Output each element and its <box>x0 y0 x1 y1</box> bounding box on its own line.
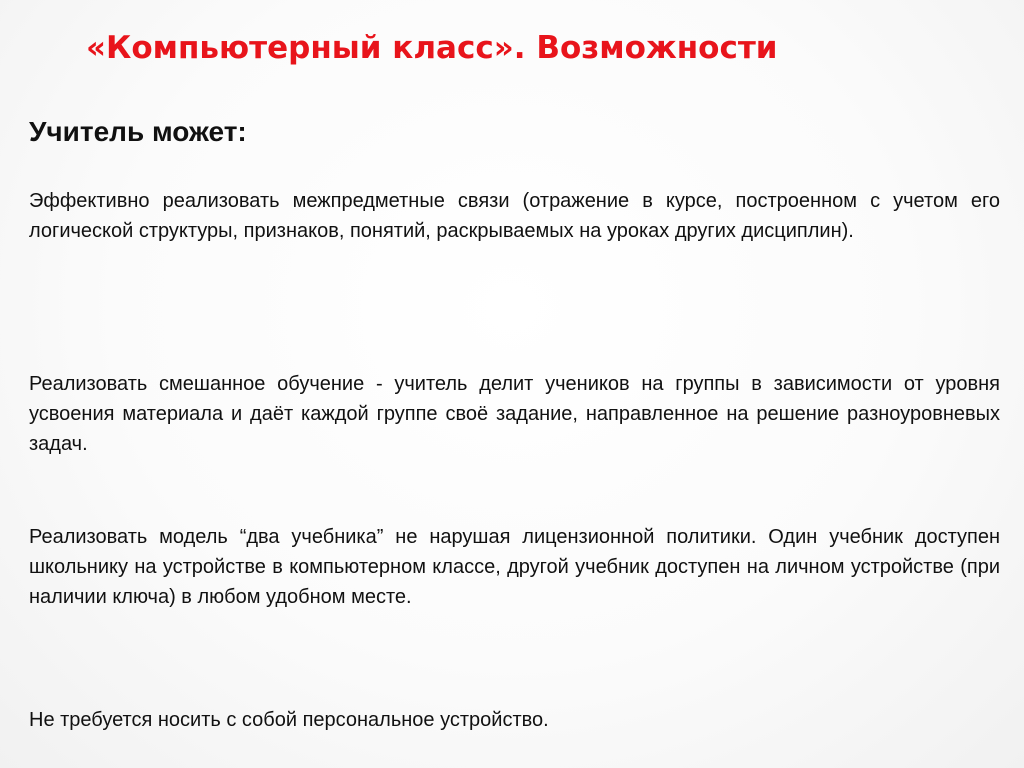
capability-point-1: Эффективно реализовать межпредметные связи (отражение в курсе, построенном с учетом его логической структуры, признаков, понятий, раскрываемых на уроках других дисциплин). <box>29 190 1000 242</box>
slide-subtitle: Учитель может: <box>29 116 247 147</box>
capability-point-3: Реализовать модель “два учебника” не нарушая лицензионной политики. Один учебник доступен школьнику на устройстве в компьютерном классе, другой учебник доступен на личном устройстве (при наличии ключа) в любом удобном месте. <box>29 526 1000 608</box>
capability-point-4: Не требуется носить с собой персональное устройство. <box>29 709 549 731</box>
capability-point-2: Реализовать смешанное обучение - учитель делит учеников на группы в зависимости от уровня усвоения материала и даёт каждой группе своё задание, направленное на решение разноуровневых задач. <box>29 373 1000 455</box>
slide-title: «Компьютерный класс». Возможности <box>86 30 778 66</box>
